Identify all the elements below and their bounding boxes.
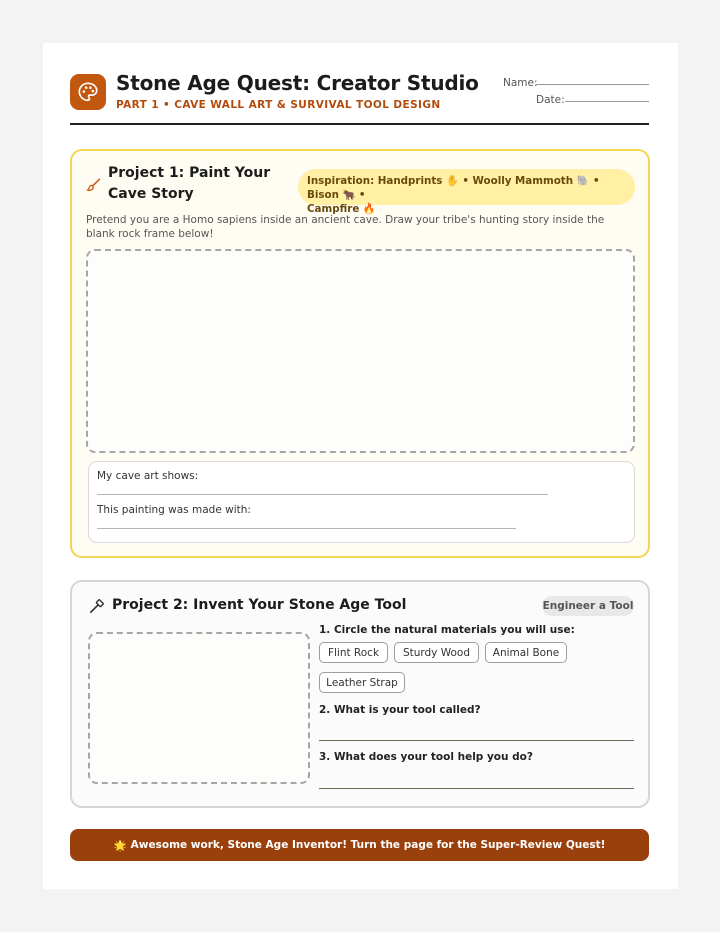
materials-question: 1. Circle the natural materials you will use:: [319, 624, 575, 636]
tool-name-question: 2. What is your tool called?: [319, 704, 481, 716]
page-subtitle: PART 1 • CAVE WALL ART & SURVIVAL TOOL DESIGN: [116, 99, 441, 111]
project1-title: Project 1: Paint Your Cave Story: [108, 165, 271, 202]
palette-icon: [70, 74, 106, 110]
material-chip-animal-bone[interactable]: Animal Bone: [485, 642, 567, 663]
footer-message: Awesome work, Stone Age Inventor! Turn the page for the Super-Review Quest!: [130, 839, 606, 851]
project1-description: Pretend you are a Homo sapiens inside an ancient cave. Draw your tribe's hunting story inside the blank rock frame below!: [86, 214, 605, 240]
date-field[interactable]: [565, 101, 649, 102]
hammer-icon: [88, 598, 105, 619]
inspiration-line-2: Campfire 🔥: [307, 203, 376, 215]
project2-title: Project 2: Invent Your Stone Age Tool: [112, 597, 407, 613]
tool-name-answer-line[interactable]: [319, 740, 634, 741]
tool-drawing-area[interactable]: [88, 632, 310, 784]
material-chip-leather-strap[interactable]: Leather Strap: [319, 672, 405, 693]
inspiration-badge: [298, 169, 635, 215]
cave-art-drawing-area[interactable]: [86, 249, 635, 453]
footer-banner: [70, 829, 649, 861]
cave-art-notes: [88, 461, 635, 543]
project1-card: [70, 149, 650, 558]
name-field[interactable]: [536, 84, 649, 85]
tool-purpose-answer-line[interactable]: [319, 788, 634, 789]
star-icon: 🌟: [113, 839, 127, 852]
cave-art-shows-line[interactable]: [97, 494, 548, 495]
paintbrush-icon: [86, 177, 102, 197]
tool-purpose-question: 3. What does your tool help you do?: [319, 751, 533, 763]
worksheet-page: [43, 43, 678, 889]
material-chip-flint-rock[interactable]: Flint Rock: [319, 642, 388, 663]
header-divider: [70, 123, 649, 125]
name-label: Name:: [503, 77, 538, 89]
page-title: Stone Age Quest: Creator Studio: [116, 71, 479, 95]
painting-made-with-label: This painting was made with:: [97, 504, 251, 516]
project2-card: [70, 580, 650, 808]
material-chip-sturdy-wood[interactable]: Sturdy Wood: [394, 642, 479, 663]
date-label: Date:: [536, 94, 565, 106]
painting-made-with-line[interactable]: [97, 528, 516, 529]
cave-art-shows-label: My cave art shows:: [97, 470, 199, 482]
engineer-badge: Engineer a Tool: [542, 596, 634, 616]
inspiration-line-1: Inspiration: Handprints ✋ • Woolly Mammoth 🐘 • Bison 🐂 •: [307, 175, 600, 201]
